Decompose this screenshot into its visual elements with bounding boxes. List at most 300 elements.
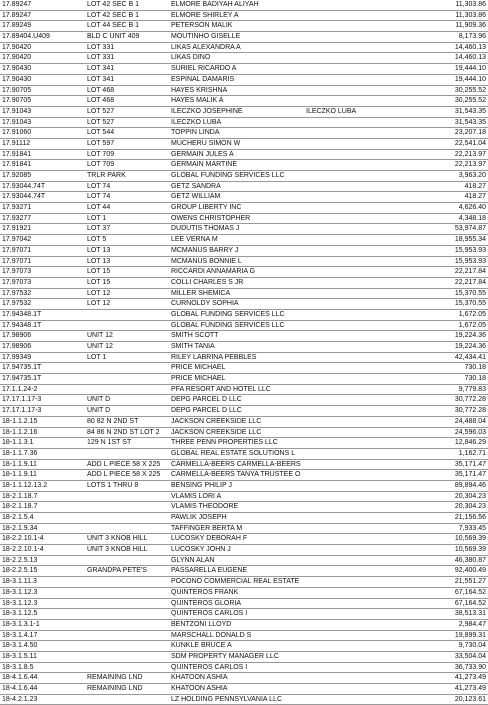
amount-due: 10,569.39 (454, 546, 486, 554)
amount-due: 4,626.40 (458, 204, 486, 212)
amount-due: 1,672.05 (458, 310, 486, 318)
parcel-id: 18-1.1.7.36 (2, 449, 38, 457)
table-row (0, 32, 488, 43)
parcel-id: 17.90420 (2, 43, 32, 51)
property-location: LOT 468 (87, 97, 115, 105)
owner-name: TAFFINGER BERTA M (171, 524, 243, 532)
owner-name: LZ HOLDING PENNSYLVANIA LLC (171, 695, 282, 703)
table-row (0, 21, 488, 32)
owner-name: MUCHERU SIMON W (171, 139, 241, 147)
parcel-id: 17.94735.1T (2, 364, 42, 372)
table-row (0, 438, 488, 449)
amount-due: 1,672.05 (458, 321, 486, 329)
parcel-id: 17.91841 (2, 161, 32, 169)
table-row (0, 588, 488, 599)
amount-due: 19,224.36 (454, 343, 486, 350)
amount-due: 11,303.86 (455, 1, 486, 8)
table-row (0, 235, 488, 246)
owner-name: VLAMIS THEODORE (171, 503, 239, 511)
property-location: ADD L PIECE 58 X 225 (87, 460, 161, 468)
parcel-id: 17.97071 (2, 246, 32, 254)
parcel-id: 18-3.1.3.1-1 (2, 620, 40, 628)
parcel-id: 17.89247 (2, 1, 32, 8)
parcel-id: 17.91043 (2, 118, 32, 126)
parcel-id: 18-4.1.6.44 (2, 685, 38, 692)
table-row (0, 556, 488, 567)
parcel-id: 17.93044.74T (2, 182, 46, 190)
owner-name: PASSARELLA EUGENE (171, 567, 248, 575)
amount-due: 46,380.87 (454, 556, 486, 564)
amount-due: 30,255.52 (454, 97, 486, 105)
parcel-id: 17.1.1.24-2 (2, 385, 38, 393)
owner-name: LUCOSKY JOHN J (171, 546, 231, 554)
parcel-id: 18-2.1.18.7 (2, 492, 38, 500)
table-row (0, 107, 488, 118)
owner-name: QUINTEROS FRANK (171, 588, 239, 596)
owner-name: RILEY LABRINA PEBBLES (171, 353, 257, 361)
property-location: LOT 37 (87, 225, 111, 233)
table-row (0, 150, 488, 161)
amount-due: 20,304.23 (454, 503, 486, 511)
parcel-id: 18-3.1.12.5 (2, 610, 38, 618)
parcel-id: 17.93044.74T (2, 193, 46, 201)
property-location: UNIT D (87, 396, 111, 404)
parcel-id: 17.99349 (2, 353, 32, 361)
table-row (0, 395, 488, 406)
table-row (0, 310, 488, 321)
parcel-id: 18-1.1.9.11 (2, 471, 37, 479)
table-row (0, 566, 488, 577)
amount-due: 15,370.55 (454, 289, 486, 297)
parcel-id: 17.97073 (2, 278, 32, 286)
parcel-id: 18-2.2.5.13 (2, 556, 38, 564)
amount-due: 35,171.47 (454, 460, 486, 468)
owner-name: LEE VERNA M (171, 236, 218, 244)
table-row (0, 224, 488, 235)
table-row (0, 652, 488, 663)
owner-name: KUNKLE BRUCE A (171, 642, 232, 650)
parcel-id: 18-3.1.5.11 (2, 652, 37, 660)
owner-name: POCONO COMMERCIAL REAL ESTATE (171, 578, 300, 586)
property-location: LOT 544 (87, 129, 115, 137)
table-row (0, 631, 488, 642)
property-location: LOT 74 (87, 193, 111, 201)
parcel-id: 17.90430 (2, 75, 32, 83)
property-location: TRLR PARK (87, 172, 126, 179)
amount-due: 10,569.39 (454, 535, 486, 543)
table-row (0, 278, 488, 289)
table-row (0, 663, 488, 674)
amount-due: 15,953.93 (454, 246, 486, 254)
owner-name: MCMANUS BONNIE L (171, 257, 242, 265)
owner-name: MOUTINHO GISELLE (171, 33, 241, 41)
owner-name: PETERSON MALIK (171, 22, 233, 30)
table-row (0, 502, 488, 513)
parcel-id: 17.90430 (2, 65, 32, 73)
table-row (0, 577, 488, 588)
owner-name: GERMAIN JULES A (171, 150, 234, 158)
amount-due: 730.18 (464, 375, 486, 383)
amount-due: 12,846.29 (454, 439, 486, 447)
amount-due: 19,899.31 (454, 631, 486, 639)
table-row (0, 171, 488, 182)
table-row (0, 406, 488, 417)
table-row (0, 321, 488, 332)
amount-due: 22,541.04 (454, 139, 486, 147)
table-row (0, 128, 488, 139)
owner-name: MCMANUS BARRY J (171, 246, 239, 254)
amount-due: 24,596.03 (454, 428, 486, 436)
parcel-id: 17.94735.1T (2, 375, 42, 383)
table-row (0, 139, 488, 150)
amount-due: 30,255.52 (454, 86, 486, 94)
parcel-id: 18-3.1.4.17 (2, 631, 38, 639)
owner-name: GETZ WILLIAM (171, 193, 221, 201)
owner-name: QUINTEROS GLORIA (171, 599, 242, 607)
parcel-id: 17.94348.1T (2, 321, 42, 329)
table-row (0, 449, 488, 460)
table-row (0, 363, 488, 374)
table-row (0, 673, 488, 684)
table-row (0, 374, 488, 385)
property-location: REMAINING LND (87, 674, 143, 682)
owner-name: JACKSON CREEKSIDE LLC (171, 428, 262, 436)
property-location: LOT 15 (87, 278, 111, 286)
property-location: BLD C UNIT 409 (87, 33, 140, 41)
parcel-id: 17.90705 (2, 86, 32, 94)
owner-name: OWENS CHRISTOPHER (171, 214, 251, 222)
parcel-id: 18-2.2.10.1-4 (2, 535, 44, 543)
table-row (0, 257, 488, 268)
parcel-id: 17.93277 (2, 214, 32, 222)
property-location: LOT 13 (87, 257, 111, 265)
amount-due: 92,400.49 (454, 567, 486, 575)
table-row (0, 513, 488, 524)
owner-name: GLOBAL FUNDING SERVICES LLC (171, 321, 285, 329)
owner-name: LIKAS DINO (171, 54, 211, 62)
owner-name: GLOBAL FUNDING SERVICES LLC (171, 172, 285, 179)
owner-name: KHATOON ASHIA (171, 685, 228, 692)
owner-name: CARMELLA-BEERS TANYA TRUSTEE O (171, 471, 301, 479)
amount-due: 42,434.41 (454, 353, 486, 361)
amount-due: 7,933.45 (458, 524, 486, 532)
owner-name: ILECZKO JOSEPHINE (171, 107, 243, 115)
property-location: LOT 12 (87, 289, 111, 297)
table-row (0, 64, 488, 75)
owner-name: JACKSON CREEKSIDE LLC (171, 417, 262, 425)
table-row (0, 684, 488, 695)
amount-due: 21,156.56 (454, 514, 486, 521)
amount-due: 24,488.04 (454, 417, 486, 425)
owner-name: PFA RESORT AND HOTEL LLC (171, 385, 271, 393)
property-location: LOTS 1 THRU 8 (87, 481, 139, 489)
amount-due: 38,513.31 (454, 610, 486, 618)
owner-name: MARSCHALL DONALD S (171, 631, 252, 639)
property-location: LOT 527 (87, 118, 115, 126)
property-location: LOT 597 (87, 139, 115, 147)
property-location: LOT 331 (87, 54, 115, 62)
amount-due: 30,772.28 (454, 407, 486, 415)
parcel-id: 17.93271 (2, 204, 32, 212)
parcel-id: 17.91060 (2, 129, 32, 137)
property-location: LOT 44 SEC B 1 (87, 22, 140, 30)
property-location: LOT 1 (87, 353, 107, 361)
owner-name: CURNOLDY SOPHIA (171, 300, 239, 308)
owner-name: SMITH TANIA (171, 343, 215, 350)
amount-due: 22,217.84 (454, 268, 486, 276)
parcel-id: 17.91841 (2, 150, 32, 158)
table-row (0, 342, 488, 353)
parcel-id: 17.92085 (2, 172, 32, 179)
table-row (0, 470, 488, 481)
property-location: GRANDPA PETE'S (87, 567, 147, 575)
parcel-id: 17.17.1.17-3 (2, 396, 42, 404)
amount-due: 41,273.49 (454, 685, 486, 692)
owner-name: BENTZONI LLOYD (171, 620, 232, 628)
property-location: LOT 1 (87, 214, 107, 222)
amount-due: 730.18 (464, 364, 486, 372)
amount-due: 8,173.96 (458, 33, 486, 41)
owner-name: CARMELLA-BEERS CARMELLA-BEERS (171, 460, 301, 468)
amount-due: 9,730.04 (458, 642, 486, 650)
table-row (0, 246, 488, 257)
owner-name: SDM PROPERTY MANAGER LLC (171, 652, 279, 660)
amount-due: 15,953.93 (454, 257, 486, 265)
parcel-id: 17.91921 (2, 225, 32, 233)
owner-name: VLAMIS LORI A (171, 492, 222, 500)
owner-name: DEPG PARCEL D LLC (171, 396, 242, 404)
owner-name: BENSING PHILIP J (171, 481, 232, 489)
owner-name: LIKAS ALEXANDRA A (171, 43, 241, 51)
amount-due: 89,894.46 (454, 481, 486, 489)
parcel-id: 18-2.1.9.34 (2, 524, 38, 532)
amount-due: 14,460.13 (454, 54, 486, 62)
property-location: 80 82 N 2ND ST (87, 417, 139, 425)
property-location: LOT 5 (87, 236, 107, 244)
table-row (0, 460, 488, 471)
parcel-id: 18-1.1.9.11 (2, 460, 37, 468)
parcel-id: 18-3.1.12.3 (2, 588, 38, 596)
table-row (0, 53, 488, 64)
table-row (0, 192, 488, 203)
amount-due: 2,984.47 (458, 620, 486, 628)
amount-due: 35,171.47 (454, 471, 486, 479)
amount-due: 33,504.04 (454, 652, 486, 660)
table-row (0, 118, 488, 129)
parcel-id: 18-2.2.5.15 (2, 567, 38, 575)
table-row (0, 160, 488, 171)
table-row (0, 11, 488, 22)
owner-name: HAYES KRISHNA (171, 86, 228, 94)
parcel-id: 17.97071 (2, 257, 32, 265)
amount-due: 67,164.52 (454, 588, 486, 596)
property-location: 84 86 N 2ND ST LOT 2 (87, 428, 160, 436)
owner-name: THREE PENN PROPERTIES LLC (171, 439, 278, 447)
parcel-id: 17.97073 (2, 268, 32, 276)
table-row (0, 417, 488, 428)
parcel-id: 17.91112 (2, 139, 31, 147)
owner-name: ELMORE SHIRLEY A (171, 11, 239, 19)
parcel-id: 18-3.1.8.5 (2, 663, 34, 671)
owner-name: SMITH SCOTT (171, 332, 219, 340)
property-location: LOT 709 (87, 150, 115, 158)
amount-due: 53,974.87 (454, 225, 486, 233)
owner-name: PAWLIK JOSEPH (171, 514, 227, 521)
parcel-id: 17.98906 (2, 332, 32, 340)
owner-name: PRICE MICHAEL (171, 364, 226, 372)
parcel-id: 18-3.1.11.3 (2, 578, 37, 586)
table-row (0, 43, 488, 54)
owner-name: GROUP LIBERTY INC (171, 204, 242, 212)
owner-name: COLLI CHARLES S JR (171, 278, 244, 286)
owner-name: GERMAIN MARTINE (171, 161, 237, 169)
parcel-id: 18-2.2.10.1-4 (2, 546, 44, 554)
table-row (0, 524, 488, 535)
amount-due: 19,224.36 (454, 332, 486, 340)
table-row (0, 481, 488, 492)
parcel-id: 18-1.1.2.16 (2, 428, 38, 436)
owner-name: TOPPIN LINDA (171, 129, 220, 137)
parcel-id: 17.94348.1T (2, 310, 42, 318)
amount-due: 20,123.61 (454, 695, 486, 703)
amount-due: 23,207.18 (454, 129, 486, 137)
co-owner-name: ILECZKO LUBA (306, 107, 357, 115)
parcel-id: 18-3.1.4.50 (2, 642, 38, 650)
owner-name: DEPG PARCEL D LLC (171, 407, 242, 415)
owner-name: ILECZKO LUBA (171, 118, 222, 126)
parcel-id: 17.90705 (2, 97, 32, 105)
parcel-id: 18-2.1.18.7 (2, 503, 38, 511)
owner-name: MILLER SHEMICA (171, 289, 231, 297)
owner-name: ESPINAL DAMARIS (171, 75, 235, 83)
property-location: LOT 12 (87, 300, 111, 308)
parcel-id: 17.98906 (2, 343, 32, 350)
owner-name: RICCARDI ANNAMARIA G (171, 268, 256, 276)
owner-name: GLOBAL FUNDING SERVICES LLC (171, 310, 285, 318)
table-row (0, 299, 488, 310)
parcel-id: 17.91043 (2, 107, 32, 115)
property-location: LOT 42 SEC B 1 (87, 11, 140, 19)
table-row (0, 609, 488, 620)
amount-due: 30,772.28 (454, 396, 486, 404)
property-location: LOT 74 (87, 182, 111, 190)
table-row (0, 75, 488, 86)
table-row (0, 289, 488, 300)
table-row (0, 695, 488, 705)
property-location: ADD L PIECE 58 X 225 (87, 471, 161, 479)
table-row (0, 0, 488, 11)
amount-due: 31,543.35 (454, 118, 486, 126)
table-row (0, 182, 488, 193)
property-location: UNIT 3 KNOB HILL (87, 535, 148, 543)
table-row (0, 641, 488, 652)
table-row (0, 599, 488, 610)
parcel-id: 18-4.2.1.23 (2, 695, 38, 703)
table-row (0, 96, 488, 107)
amount-due: 22,213.97 (454, 150, 486, 158)
amount-due: 14,460.13 (454, 43, 486, 51)
amount-due: 31,543.35 (454, 107, 486, 115)
owner-name: QUINTEROS CARLOS I (171, 610, 248, 618)
property-location: UNIT 12 (87, 343, 113, 350)
property-location: LOT 331 (87, 43, 115, 51)
amount-due: 19,444.10 (454, 75, 486, 83)
owner-name: GLOBAL REAL ESTATE SOLUTIONS L (171, 449, 296, 457)
parcel-id: 18-4.1.6.44 (2, 674, 38, 682)
parcel-id: 17.97532 (2, 289, 32, 297)
parcel-id: 18-1.1.3.1 (2, 439, 34, 447)
property-location: LOT 13 (87, 246, 111, 254)
table-row (0, 214, 488, 225)
amount-due: 3,963.20 (458, 172, 486, 179)
amount-due: 22,217.84 (454, 278, 486, 286)
property-location: LOT 341 (87, 65, 115, 73)
property-location: LOT 709 (87, 161, 115, 169)
parcel-id: 17.89404.U409 (2, 33, 50, 41)
amount-due: 418.27 (464, 182, 486, 190)
owner-name: LUCOSKY DEBORAH F (171, 535, 248, 543)
amount-due: 11,909.36 (455, 22, 486, 30)
property-location: LOT 44 (87, 204, 111, 212)
owner-name: GLYNN ALAN (171, 556, 215, 564)
property-location: UNIT D (87, 407, 111, 415)
parcel-id: 17.89249 (2, 22, 32, 30)
parcel-id: 18-1.1.12.13.2 (2, 481, 48, 489)
table-row (0, 203, 488, 214)
owner-name: QUINTEROS CARLOS I (171, 663, 248, 671)
table-row (0, 428, 488, 439)
amount-due: 9,779.83 (458, 385, 486, 393)
property-location: LOT 468 (87, 86, 115, 94)
property-location: 129 N 1ST ST (87, 439, 132, 447)
amount-due: 1,162.71 (458, 449, 486, 457)
owner-name: ELMORE BADIYAH ALIYAH (171, 1, 259, 8)
property-location: LOT 42 SEC B 1 (87, 1, 140, 8)
amount-due: 36,733.90 (454, 663, 486, 671)
table-row (0, 86, 488, 97)
amount-due: 11,303.86 (455, 11, 486, 19)
table-row (0, 620, 488, 631)
owner-name: GETZ SANDRA (171, 182, 221, 190)
property-location: UNIT 3 KNOB HILL (87, 546, 148, 554)
amount-due: 418.27 (464, 193, 486, 201)
parcel-id: 18-1.1.2.15 (2, 417, 38, 425)
table-row (0, 267, 488, 278)
parcel-id: 17.90420 (2, 54, 32, 62)
owner-name: SURIEL RICARDO A (171, 65, 237, 73)
amount-due: 15,370.55 (454, 300, 486, 308)
parcel-id: 17.89247 (2, 11, 32, 19)
property-location: LOT 341 (87, 75, 115, 83)
owner-name: PRICE MICHAEL (171, 375, 226, 383)
table-row (0, 353, 488, 364)
table-row (0, 534, 488, 545)
table-row (0, 545, 488, 556)
amount-due: 20,304.23 (454, 492, 486, 500)
amount-due: 22,213.97 (454, 161, 486, 169)
amount-due: 67,164.52 (454, 599, 486, 607)
owner-name: HAYES MALIK A (171, 97, 224, 105)
property-location: LOT 527 (87, 107, 115, 115)
property-location: UNIT 12 (87, 332, 113, 340)
parcel-id: 17.17.1.17-3 (2, 407, 42, 415)
property-location: LOT 15 (87, 268, 111, 276)
amount-due: 21,551.27 (454, 578, 486, 586)
amount-due: 19,444.10 (454, 65, 486, 73)
property-location: REMAINING LND (87, 685, 143, 692)
amount-due: 18,955.34 (454, 236, 486, 244)
table-row (0, 331, 488, 342)
